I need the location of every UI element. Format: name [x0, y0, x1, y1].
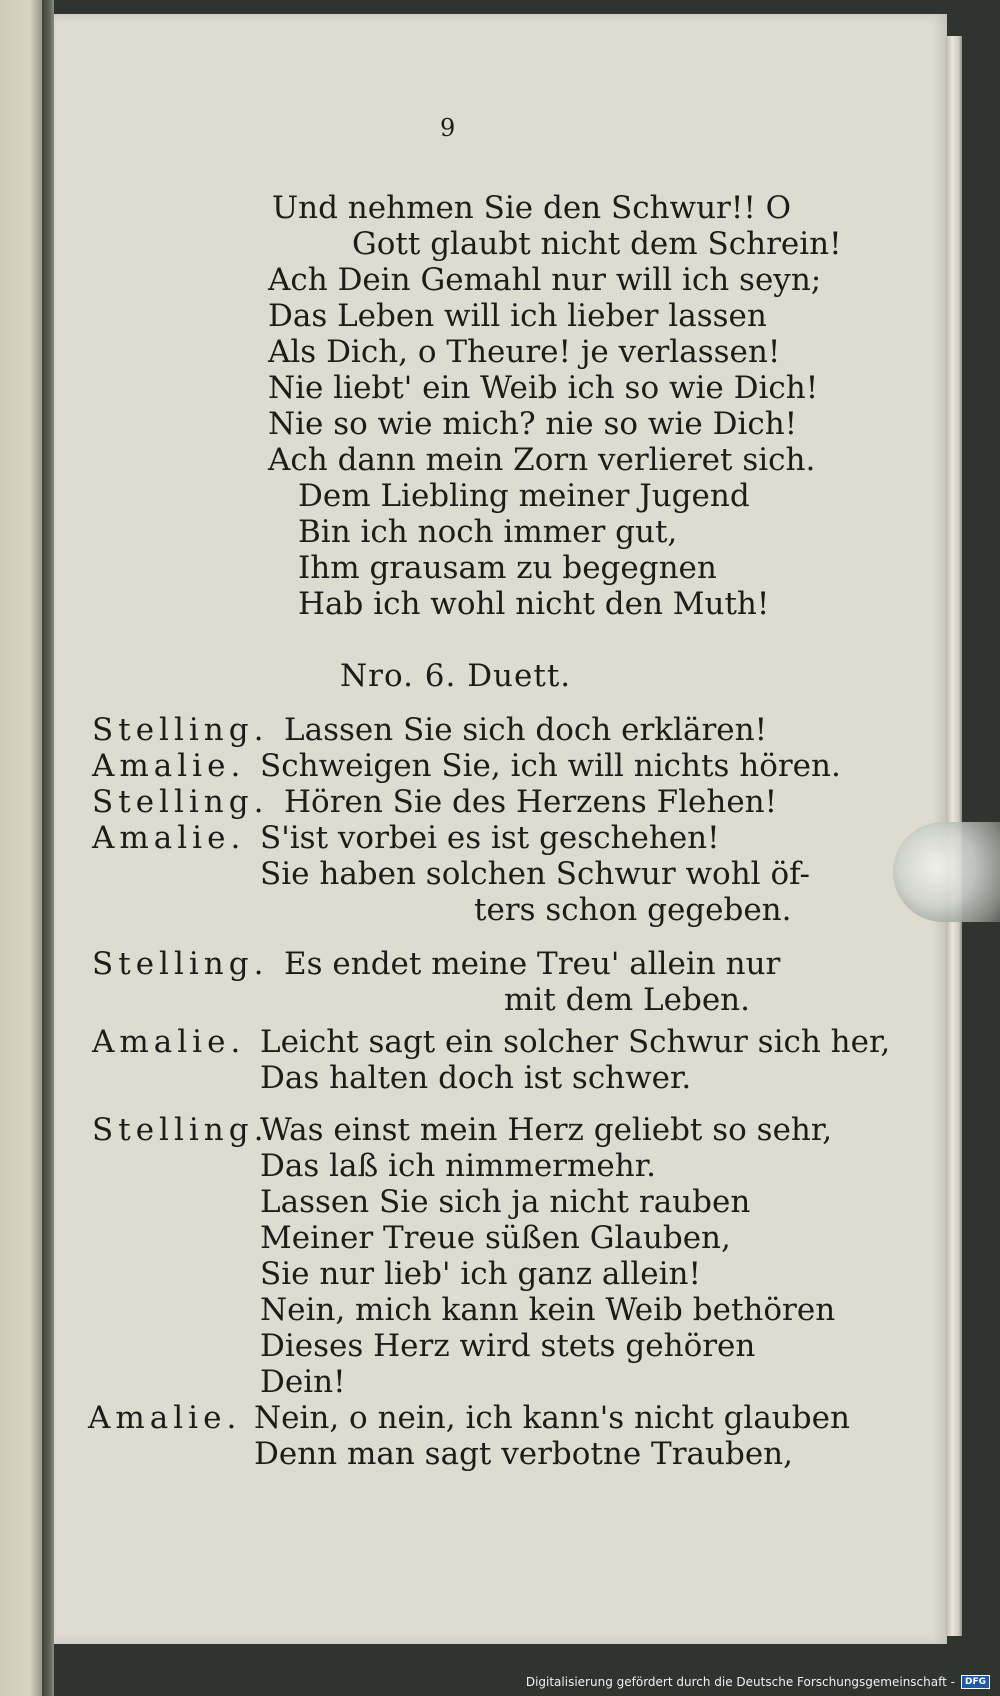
speaker-name: Stelling. — [92, 1112, 269, 1148]
digitization-footer — [526, 1672, 990, 1692]
speaker-name: Stelling. — [92, 712, 269, 748]
dialogue-text: Meiner Treue süßen Glauben, — [260, 1220, 731, 1256]
dialogue-text: S'ist vorbei es ist geschehen! — [260, 820, 720, 856]
dialogue-text: Dein! — [260, 1364, 346, 1400]
verse-line: Ach dann mein Zorn verlieret sich. — [268, 442, 816, 478]
dialogue-text: ters schon gegeben. — [474, 892, 792, 928]
dialogue-text: Lassen Sie sich doch erklären! — [284, 712, 768, 748]
dialogue-text: Nein, mich kann kein Weib bethören — [260, 1292, 836, 1328]
verse-line: Als Dich, o Theure! je verlassen! — [268, 334, 781, 370]
verse-line: Bin ich noch immer gut, — [298, 514, 678, 550]
section-heading: Nro. 6. Duett. — [340, 658, 572, 694]
speaker-name: Amalie. — [92, 748, 246, 784]
verse-line: Nie so wie mich? nie so wie Dich! — [268, 406, 798, 442]
page-number: 9 — [440, 114, 456, 142]
dialogue-text: Das halten doch ist schwer. — [260, 1060, 692, 1096]
dialogue-text: Schweigen Sie, ich will nichts hören. — [260, 748, 841, 784]
speaker-name: Stelling. — [92, 946, 269, 982]
dialogue-text: Sie nur lieb' ich ganz allein! — [260, 1256, 701, 1292]
dialogue-text: Denn man sagt verbotne Trauben, — [254, 1436, 793, 1472]
dialogue-text: Leicht sagt ein solcher Schwur sich her, — [260, 1024, 891, 1060]
dialogue-text: Dieses Herz wird stets gehören — [260, 1328, 756, 1364]
verse-line: Dem Liebling meiner Jugend — [298, 478, 750, 514]
dialogue-text: mit dem Leben. — [504, 982, 751, 1018]
verse-line: Gott glaubt nicht dem Schrein! — [352, 226, 842, 262]
speaker-name: Amalie. — [88, 1400, 242, 1436]
verse-line: Das Leben will ich lieber lassen — [268, 298, 767, 334]
dialogue-text: Das laß ich nimmermehr. — [260, 1148, 656, 1184]
dialogue-text: Es endet meine Treu' allein nur — [284, 946, 781, 982]
verse-line: Ihm grausam zu begegnen — [298, 550, 717, 586]
dfg-logo: DFG — [961, 1675, 990, 1689]
verse-line: Ach Dein Gemahl nur will ich seyn; — [268, 262, 822, 298]
verse-line: Hab ich wohl nicht den Muth! — [298, 586, 770, 622]
dialogue-text: Lassen Sie sich ja nicht rauben — [260, 1184, 751, 1220]
footer-credit: Digitalisierung gefördert durch die Deutsche Forschungsgemeinschaft - — [525, 1675, 955, 1689]
speaker-name: Amalie. — [92, 1024, 246, 1060]
dialogue-text: Nein, o nein, ich kann's nicht glauben — [254, 1400, 850, 1436]
speaker-name: Stelling. — [92, 784, 269, 820]
dialogue-text: Sie haben solchen Schwur wohl öf- — [260, 856, 810, 892]
dialogue-text: Hören Sie des Herzens Flehen! — [284, 784, 778, 820]
verse-line: Und nehmen Sie den Schwur!! O — [272, 190, 792, 226]
verse-line: Nie liebt' ein Weib ich so wie Dich! — [268, 370, 819, 406]
dialogue-text: Was einst mein Herz geliebt so sehr, — [260, 1112, 833, 1148]
speaker-name: Amalie. — [92, 820, 246, 856]
